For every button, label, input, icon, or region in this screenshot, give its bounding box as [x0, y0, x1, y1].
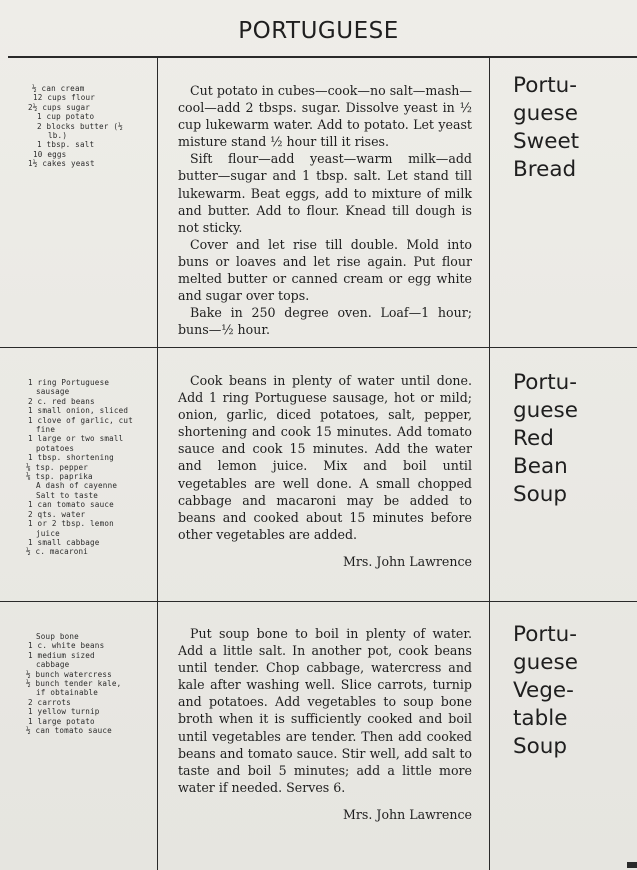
recipe-title-line: Soup	[513, 482, 568, 507]
ingredient-item: 1 large potato	[28, 716, 95, 726]
recipe-title-red-bean-soup	[513, 369, 623, 509]
ingredient-item: ½ bunch tender kale,	[26, 679, 122, 689]
ingredient-item: 10 eggs	[33, 149, 67, 159]
ingredient-item: 1 or 2 tbsp. lemon	[28, 519, 114, 529]
ingredient-item: Salt to taste	[36, 490, 99, 500]
ingredient-item: ½ can tomato sauce	[26, 726, 112, 736]
recipe-title-line: Portu-	[513, 622, 578, 647]
ingredient-item: 1 medium sized	[28, 650, 95, 660]
ingredient-item: 1 ring Portuguese	[28, 378, 110, 387]
ingredient-item: Soup bone	[36, 632, 79, 641]
ingredient-item: lb.)	[48, 131, 68, 141]
recipe-title-line: Bread	[513, 157, 577, 182]
column-divider-right	[489, 58, 490, 870]
recipe-author: Mrs. John Lawrence	[343, 553, 472, 569]
ingredient-item: 2 qts. water	[28, 509, 86, 519]
method-sweet-bread	[178, 82, 472, 338]
recipe-title-line: guese	[513, 398, 578, 423]
recipe-title-line: guese	[513, 650, 578, 675]
recipe-title-line: Vege-	[513, 678, 574, 703]
ingredient-item: ⅛ tsp. paprika	[26, 472, 93, 482]
ingredients-list-red-bean-soup	[14, 378, 132, 557]
recipe-title-line: guese	[513, 101, 578, 126]
ingredient-item: ½ c. macaroni	[26, 547, 89, 557]
ingredient-item: 1 can tomato sauce	[28, 500, 114, 510]
ingredient-item: 1 cup potato	[37, 112, 95, 122]
ingredient-item: 1 small cabbage	[28, 537, 100, 547]
method-paragraph: Cook beans in plenty of water until done. Add 1 ring Portuguese sausage, hot or mild; onion, garlic, diced potatoes, salt, pepper, shortening and cook 15 minutes. Add tomato sauce and cook 15 minutes. Add the water and lemon juice. Mix and boil until vegetables are well done. A small chopped cabbage and macaroni may be added to beans and cooked about 15 minutes before other vegetables are added.	[178, 373, 472, 542]
page-title: PORTUGUESE	[238, 18, 399, 44]
ingredient-item: ⅛ tsp. pepper	[26, 462, 89, 472]
method-paragraph: Bake in 250 degree oven. Loaf—1 hour; buns—½ hour.	[178, 305, 472, 338]
method-paragraph: Put soup bone to boil in plenty of water. Add a little salt. In another pot, cook beans until tender. Chop cabbage, watercress and kale after washing well. Slice carrots, turnip and potatoes. Add vegetables to soup bone broth when it is sufficiently cooked and boil until vegetables are tender. Then add cooked beans and tomato sauce. Stir well, add salt to taste and boil 5 minutes; add a little more water if needed. Serves 6.	[178, 626, 472, 795]
ingredient-item: 1 large or two small	[28, 434, 124, 444]
ingredient-item: 2 carrots	[28, 697, 71, 707]
method-red-bean-soup	[178, 372, 472, 570]
ingredient-item: ½ bunch watercress	[26, 669, 112, 679]
ingredient-item: 1 tbsp. salt	[37, 140, 95, 150]
ingredient-item: 1 c. white beans	[28, 641, 105, 651]
page-header	[0, 0, 637, 58]
method-paragraph: Sift flour—add yeast—warm milk—add butter—sugar and 1 tbsp. salt. Let stand till lukewarm. Beat eggs, add to mixture of milk and butter. Add to flour. Knead till dough is not sticky.	[178, 151, 472, 235]
ingredient-item: juice	[36, 528, 60, 538]
ingredient-item: 12 cups flour	[33, 93, 96, 103]
recipe-title-line: Sweet	[513, 129, 580, 154]
ingredients-list-vegetable-soup	[14, 632, 132, 735]
ingredient-item: potatoes	[36, 443, 75, 453]
header-rule	[8, 56, 637, 58]
ingredient-item: ½ can cream	[32, 84, 85, 93]
ingredient-item: 1 small onion, sliced	[28, 406, 129, 416]
recipe-title-line: Bean	[513, 454, 568, 479]
ingredient-item: 1 yellow turnip	[28, 707, 100, 717]
recipe-title-line: Soup	[513, 734, 568, 759]
recipe-title-sweet-bread	[513, 72, 623, 184]
ingredients-list-sweet-bread	[14, 84, 132, 169]
recipe-title-line: Red	[513, 426, 554, 451]
ingredient-item: cabbage	[36, 660, 70, 670]
ingredient-item: if obtainable	[36, 688, 99, 698]
method-vegetable-soup	[178, 625, 472, 823]
recipe-title-line: table	[513, 706, 568, 731]
column-divider-left	[157, 58, 158, 870]
ingredient-item: fine	[36, 425, 56, 435]
ingredient-item: 2 c. red beans	[28, 396, 95, 406]
page-corner-mark	[627, 862, 637, 868]
ingredient-item: 2½ cups sugar	[28, 102, 91, 112]
recipe-title-line: Portu-	[513, 73, 578, 98]
method-paragraph: Cover and let rise till double. Mold into buns or loaves and let rise again. Put flour melted butter or canned cream or egg white and sugar over tops.	[178, 236, 472, 304]
ingredient-item: 1½ cakes yeast	[28, 159, 95, 169]
row-divider-2	[0, 601, 637, 602]
recipe-author: Mrs. John Lawrence	[343, 806, 472, 822]
ingredient-item: 1 tbsp. shortening	[28, 453, 114, 463]
ingredient-item: A dash of cayenne	[36, 481, 118, 491]
ingredient-item: 2 blocks butter (½	[37, 121, 123, 131]
row-divider-1	[0, 347, 637, 348]
ingredient-item: sausage	[36, 387, 70, 397]
recipe-title-vegetable-soup	[513, 621, 623, 761]
ingredient-item: 1 clove of garlic, cut	[28, 415, 133, 425]
recipe-title-line: Portu-	[513, 370, 578, 395]
method-paragraph: Cut potato in cubes—cook—no salt—mash—cool—add 2 tbsps. sugar. Dissolve yeast in ½ cup lukewarm water. Add to potato. Let yeast misture stand ½ hour till it rises.	[178, 83, 472, 150]
